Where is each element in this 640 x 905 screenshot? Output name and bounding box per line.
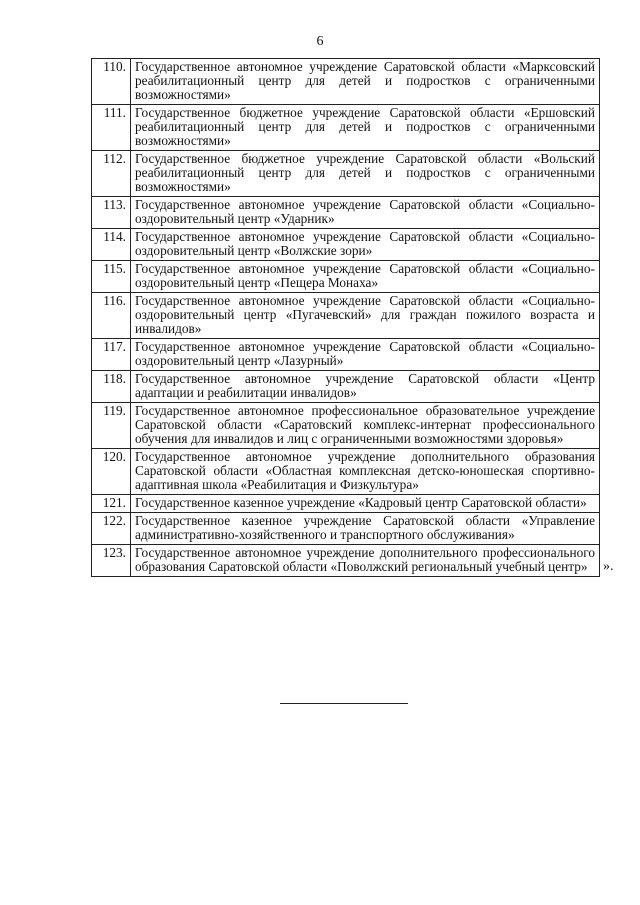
- row-number: 115.: [92, 261, 131, 293]
- table-row: [92, 495, 600, 513]
- row-number: 120.: [92, 449, 131, 495]
- institution-name: Государственное автономное учреждение Саратовской области «Социально-оздоровительный центр «Лазурный»: [131, 339, 600, 371]
- row-number: 114.: [92, 229, 131, 261]
- institution-name: Государственное бюджетное учреждение Саратовской области «Ершовский реабилитационный центр для детей и подростков с ограниченными возможностями»: [131, 105, 600, 151]
- row-number: 117.: [92, 339, 131, 371]
- row-number: 119.: [92, 403, 131, 449]
- institution-name: Государственное автономное учреждение Саратовской области «Социально-оздоровительный центр «Пещера Монаха»: [131, 261, 600, 293]
- institution-name: Государственное автономное учреждение Саратовской области «Марксовский реабилитационный центр для детей и подростков с ограниченными возможностями»: [131, 59, 600, 105]
- row-number: 112.: [92, 151, 131, 197]
- row-number: 122.: [92, 513, 131, 545]
- institution-name: Государственное казенное учреждение Саратовской области «Управление административно-хозяйственного и транспортного обслуживания»: [131, 513, 600, 545]
- table-row: [92, 59, 600, 105]
- institution-name: Государственное автономное профессиональное образовательное учреждение Саратовской области «Саратовский комплекс-интернат профессионального обучения для инвалидов и лиц с ограниченными возможностями здоровья»: [131, 403, 600, 449]
- institution-name: Государственное автономное учреждение Саратовской области «Социально-оздоровительный центр «Ударник»: [131, 197, 600, 229]
- institution-name: Государственное автономное учреждение Саратовской области «Социально-оздоровительный центр «Пугачевский» для граждан пожилого возраста и инвалидов»: [131, 293, 600, 339]
- row-number: 123.: [92, 545, 131, 577]
- institution-name: Государственное автономное учреждение Саратовской области «Социально-оздоровительный центр «Волжские зори»: [131, 229, 600, 261]
- table-row: [92, 403, 600, 449]
- table-row: [92, 105, 600, 151]
- institution-name: Государственное автономное учреждение дополнительного образования Саратовской области «Областная комплексная детско-юношеская спортивно-адаптивная школа «Реабилитация и Физкультура»: [131, 449, 600, 495]
- table-row: [92, 293, 600, 339]
- table-row: [92, 261, 600, 293]
- table-row: [92, 229, 600, 261]
- table-row: [92, 371, 600, 403]
- row-number: 121.: [92, 495, 131, 513]
- row-number: 110.: [92, 59, 131, 105]
- table-row: [92, 197, 600, 229]
- table-row: [92, 339, 600, 371]
- row-number: 113.: [92, 197, 131, 229]
- page-number: 6: [316, 34, 324, 49]
- closing-quote: ».: [603, 559, 614, 574]
- divider-line: [280, 703, 408, 704]
- institution-name: Государственное бюджетное учреждение Саратовской области «Вольский реабилитационный центр для детей и подростков с ограниченными возможностями»: [131, 151, 600, 197]
- row-number: 111.: [92, 105, 131, 151]
- institution-name: Государственное казенное учреждение «Кадровый центр Саратовской области»: [131, 495, 600, 513]
- table-row: [92, 545, 600, 577]
- institution-name: Государственное автономное учреждение Саратовской области «Центр адаптации и реабилитации инвалидов»: [131, 371, 600, 403]
- row-number: 118.: [92, 371, 131, 403]
- institutions-table: [91, 58, 600, 577]
- table-row: [92, 151, 600, 197]
- table-row: [92, 513, 600, 545]
- table-row: [92, 449, 600, 495]
- row-number: 116.: [92, 293, 131, 339]
- institution-name: Государственное автономное учреждение дополнительного профессионального образования Саратовской области «Поволжский региональный учебный центр»: [131, 545, 600, 577]
